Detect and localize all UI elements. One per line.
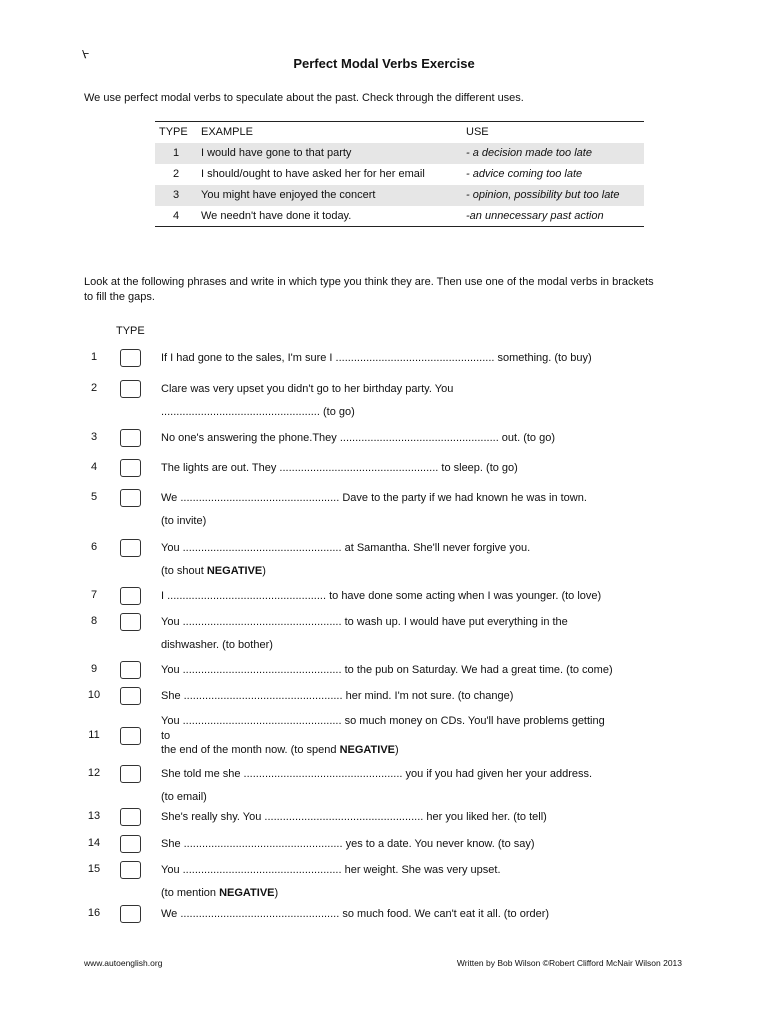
exercise-sentence [161,906,661,923]
type-answer-box[interactable] [120,835,141,853]
sentence-segment: She's really shy. You .................................................... her you liked her. (to tell) [161,811,547,823]
sentence-segment: She .................................................... her mind. I'm not sure. (to change) [161,690,514,702]
exercise-number: 12 [87,767,101,779]
sentence-segment: (to shout [161,565,207,577]
exercise-number: 5 [90,491,98,503]
type-answer-box[interactable] [120,765,141,783]
sentence-segment: You .................................................... to wash up. I would have put everything in the [161,616,568,628]
sentence-segment: I .................................................... to have done some acting when I was younger. (to love) [161,590,602,602]
type-column-label: TYPE [116,325,145,337]
sentence-segment: dishwasher. (to bother) [161,639,273,651]
sentence-line [161,730,661,742]
row-type: 2 [172,168,180,180]
row-use: - opinion, possibility but too late [462,185,644,206]
sentence-line [161,809,661,826]
exercise-number: 14 [87,837,101,849]
footer-credit: Written by Bob Wilson ©Robert Clifford McNair Wilson 2013 [456,958,682,968]
sentence-line [161,588,661,605]
sentence-line [161,742,661,759]
row-example: You might have enjoyed the concert [197,185,462,206]
sentence-line [161,906,661,923]
exercise-number: 1 [90,351,98,363]
type-answer-box[interactable] [120,808,141,826]
exercise-number: 8 [90,615,98,627]
type-answer-box[interactable] [120,459,141,477]
exercise-sentence [161,588,661,605]
row-type: 4 [172,209,180,222]
row-type: 3 [155,185,197,206]
type-answer-box[interactable] [120,587,141,605]
type-answer-box[interactable] [120,905,141,923]
table-row [155,206,644,227]
exercise-sentence [161,350,661,367]
exercise-number: 7 [90,589,98,601]
sentence-segment: No one's answering the phone.They .................................................... out. (to go) [161,432,555,444]
sentence-segment: the end of the month now. (to spend [161,744,340,756]
exercise-sentence [161,430,661,447]
instructions-text: Look at the following phrases and write in which type you think they are. Then use one of the modal verbs in brackets to fill the gaps. [84,276,654,303]
sentence-line [161,430,661,447]
sentence-line [161,862,661,879]
exercise-sentence [161,862,661,902]
exercise-sentence [161,766,661,806]
exercise-sentence [161,809,661,826]
row-use: - advice coming too late [466,168,583,180]
corner-mark: ᢣ [82,47,90,63]
type-answer-box[interactable] [120,349,141,367]
sentence-line [161,350,661,367]
exercise-sentence [161,713,661,759]
sentence-line [161,540,661,557]
exercise-number: 4 [90,461,98,473]
sentence-line [161,490,661,507]
row-example: I should/ought to have asked her for her email [201,168,425,180]
exercise-number: 9 [90,663,98,675]
sentence-line [161,637,661,654]
exercise-number: 13 [87,810,101,822]
type-answer-box[interactable] [120,661,141,679]
table-row [155,143,644,164]
type-answer-box[interactable] [120,613,141,631]
table-header-row [155,122,644,143]
sentence-segment: You .................................................... to the pub on Saturday. We had a great time. (to come) [161,664,613,676]
exercise-number: 15 [87,863,101,875]
exercise-number: 10 [87,689,101,701]
exercise-sentence [161,381,661,421]
sentence-segment: We .................................................... Dave to the party if we had known he was in town. [161,492,587,504]
type-answer-box[interactable] [120,727,141,745]
sentence-segment: She .................................................... yes to a date. You never know. (to say) [161,838,535,850]
exercise-sentence [161,614,661,654]
sentence-segment: (to invite) [161,515,207,527]
table-row [155,185,644,206]
negative-keyword: NEGATIVE [219,887,275,899]
type-answer-box[interactable] [120,429,141,447]
exercise-number: 6 [90,541,98,553]
modal-uses-table [155,121,644,227]
sentence-line [161,381,661,398]
header-type: TYPE [159,126,188,139]
row-use: -an unnecessary past action [466,209,604,222]
sentence-line [161,713,661,730]
type-answer-box[interactable] [120,861,141,879]
exercise-sentence [161,490,661,530]
type-answer-box[interactable] [120,687,141,705]
sentence-line [161,836,661,853]
sentence-segment: ) [395,744,399,756]
sentence-segment: (to email) [161,791,207,803]
sentence-segment: We .................................................... so much food. We can't eat it all. (to order) [161,908,550,920]
sentence-line [161,789,661,806]
sentence-line [161,513,661,530]
exercise-sentence [161,836,661,853]
sentence-line [161,404,661,421]
exercise-sentence [161,540,661,580]
type-answer-box[interactable] [120,380,141,398]
exercise-number: 2 [90,382,98,394]
header-use: USE [466,126,489,139]
sentence-line [161,885,661,902]
sentence-line [161,614,661,631]
sentence-segment: You .................................................... so much money on CDs. You'll have problems getting [161,715,605,727]
sentence-segment: ) [262,565,266,577]
exercise-number: 3 [90,431,98,443]
negative-keyword: NEGATIVE [339,744,395,756]
sentence-line [161,766,661,783]
exercise-number: 16 [87,907,101,919]
sentence-segment: Clare was very upset you didn't go to her birthday party. You [161,383,454,395]
sentence-segment: to [161,730,171,742]
sentence-segment: ) [274,887,279,899]
header-example: EXAMPLE [201,126,253,139]
sentence-segment: If I had gone to the sales, I'm sure I .................................................... something. (to buy) [161,352,592,364]
sentence-segment: (to mention [161,887,220,899]
type-answer-box[interactable] [120,539,141,557]
row-example: We needn't have done it today. [201,209,352,222]
exercise-number: 11 [88,729,100,741]
row-example: I would have gone to that party [197,143,462,164]
row-type: 1 [155,143,197,164]
sentence-line [161,688,661,705]
negative-keyword: NEGATIVE [206,565,263,577]
exercise-sentence [161,688,661,705]
sentence-segment: You .................................................... at Samantha. She'll never forgive you. [161,542,531,554]
row-use: - a decision made too late [462,143,644,164]
sentence-segment: She told me she .................................................... you if you had given her your address. [161,768,593,780]
sentence-line [161,563,661,580]
intro-text: We use perfect modal verbs to speculate about the past. Check through the different uses. [84,92,524,104]
exercise-sentence [161,662,661,679]
type-answer-box[interactable] [120,489,141,507]
exercise-sentence [161,460,661,477]
page-title: Perfect Modal Verbs Exercise [293,56,475,71]
sentence-segment: .................................................... (to go) [161,406,355,418]
sentence-line [161,460,661,477]
table-row [155,164,644,185]
sentence-line [161,662,661,679]
sentence-segment: You .................................................... her weight. She was very upset. [161,864,501,876]
sentence-segment: The lights are out. They .................................................... to sleep. (to go) [161,462,518,474]
footer-website: www.autoenglish.org [84,958,163,968]
